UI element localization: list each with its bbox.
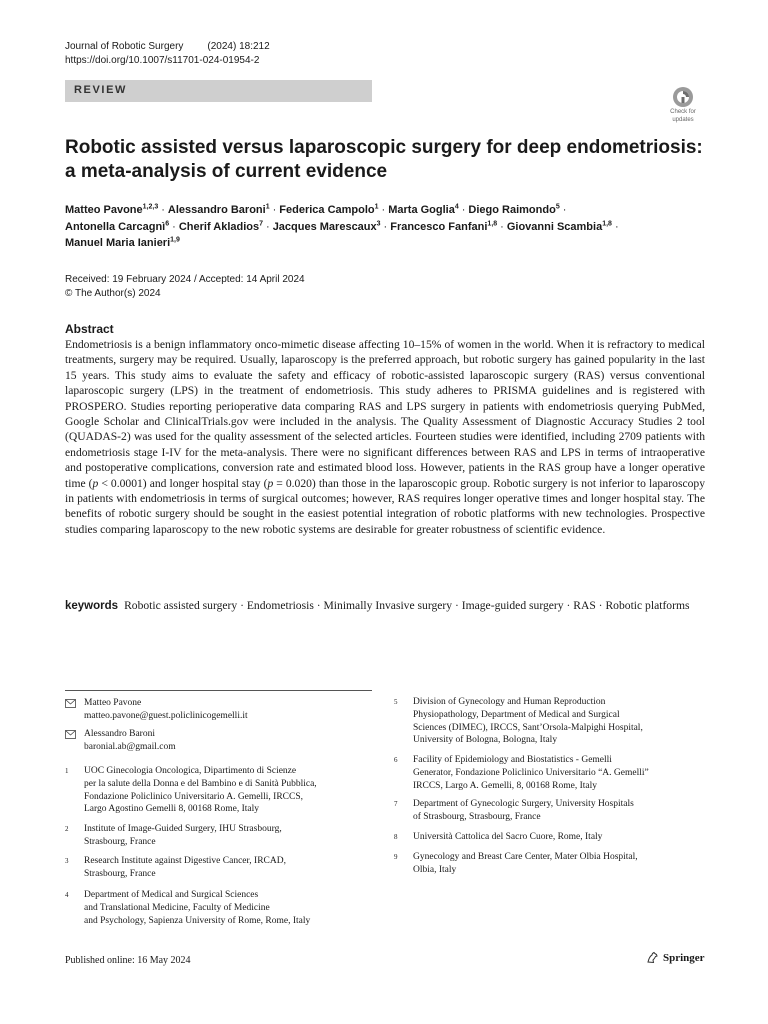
abstract-body: Endometriosis is a benign inflammatory onco-mimetic disease affecting 10–15% of women in the world. When it is refractory to medical treatments, surgery may be required. Usually, laparoscopy is the preferred approach, but robotic surgery has gained popularity in the last 15 years. This study aims to evaluate the safety and efficacy of robotic-assisted laparoscopic surgery (RAS) versus conventional laparoscopic surgery (LPS) in the treatment of endometriosis. This study adheres to PRISMA guidelines and is registered with PROSPERO. Studies reporting perioperative data comparing RAS and LPS surgery in patients with endometriosis querying PubMed, Google Scholar and ClinicalTrials.gov were included in the analysis. The Quality Assessment of Diagnostic Accuracy Studies 2 tool (QUADAS-2) was used for the quality assessment of the selected articles. Fourteen studies were identified, including 2709 patients with endometriosis stage I-IV for the meta-analysis. There were no significant differences between RAS and LPS in terms of intraoperative and postoperative complications, conversion rate and estimated blood loss. However, patients in the RAS group have a longer operative time (p < 0.0001) and longer hospital stay (p = 0.020) than those in the laparoscopic group. Robotic surgery is not inferior to laparoscopy in patients with endometriosis in terms of surgical outcomes; however, RAS requires longer operative times and longer hospital stay. The benefits of robotic surgery should be sought in the easiest potential integration of robotic platforms with new technologies. Prospective studies comparing laparoscopy to the new robotic systems are desirable for greater robustness of scientific evidence. xyxy=(65,338,705,536)
affiliation-line: Department of Medical and Surgical Sciences xyxy=(84,890,259,900)
author-name[interactable]: Antonella Carcagnì xyxy=(65,220,166,233)
author-affiliation-mark: 5 xyxy=(555,203,560,211)
journal-volume: (2024) 18:212 xyxy=(207,41,270,52)
author-separator: · xyxy=(272,204,277,216)
author-name[interactable]: Matteo Pavone xyxy=(65,204,143,216)
affiliation-line: Generator, Fondazione Policlinico Universitario “A. Gemelli” xyxy=(413,767,649,778)
affiliation-line: Division of Gynecology and Human Reproduction xyxy=(413,697,606,707)
author-separator: · xyxy=(172,220,176,233)
affiliation-line: Department of Gynecologic Surgery, University Hospitals xyxy=(413,799,634,809)
affiliation-item xyxy=(65,855,385,881)
article-title xyxy=(65,136,705,184)
author-name[interactable]: Francesco Fanfani xyxy=(390,220,488,233)
check-badge-line1: Check for xyxy=(670,109,696,115)
affiliation-line: Olbia, Italy xyxy=(413,864,457,875)
affiliation-number: 1 xyxy=(65,767,69,775)
springer-horse-icon xyxy=(646,951,659,964)
affiliation-item xyxy=(394,851,714,877)
title-line-1: Robotic assisted versus laparoscopic surgery for deep endometriosis: xyxy=(65,137,703,158)
footnote-divider xyxy=(65,690,372,691)
affiliation-line: Facility of Epidemiology and Biostatistics - Gemelli xyxy=(413,755,612,765)
keywords xyxy=(65,598,705,614)
affiliation-line: and Psychology, Sapienza University of Rome, Rome, Italy xyxy=(84,915,311,926)
author-separator: · xyxy=(266,220,270,233)
affiliation-item xyxy=(65,889,385,927)
title-line-2: a meta-analysis of current evidence xyxy=(65,161,388,182)
author-separator: · xyxy=(381,204,386,216)
author-name[interactable]: Alessandro Baroni xyxy=(167,204,266,216)
journal-header xyxy=(65,40,294,68)
affiliation-line: Fondazione Policlinico Universitario A. Gemelli, IRCCS, xyxy=(84,791,304,802)
correspondence-name: Alessandro Baroni xyxy=(84,729,155,739)
correspondence-1 xyxy=(65,697,365,723)
author-affiliation-mark: 4 xyxy=(454,203,459,211)
affiliation-line: Università Cattolica del Sacro Cuore, Rome, Italy xyxy=(413,832,603,842)
author-name[interactable]: Federica Campolo xyxy=(279,204,375,216)
affiliation-number: 8 xyxy=(394,833,398,841)
copyright-notice: © The Author(s) 2024 xyxy=(65,288,161,299)
article-type-bar xyxy=(65,80,372,102)
author-separator: · xyxy=(614,220,619,233)
affiliation-line: IRCCS, Largo A. Gemelli, 8, 00168 Rome, Italy xyxy=(413,780,598,791)
check-for-updates-badge[interactable] xyxy=(664,86,702,124)
correspondence-2 xyxy=(65,728,365,754)
author-affiliation-mark: 6 xyxy=(165,219,170,227)
affiliation-item xyxy=(394,831,714,844)
author-affiliation-mark: 3 xyxy=(376,219,381,227)
publisher-name: Springer xyxy=(663,951,705,964)
author-list xyxy=(65,202,705,252)
affiliation-line: of Strasbourg, Strasbourg, France xyxy=(413,811,541,822)
affiliation-line: and Translational Medicine, Faculty of Medicine xyxy=(84,902,270,913)
affiliation-line: Institute of Image-Guided Surgery, IHU Strasbourg, xyxy=(84,824,282,834)
affiliation-item xyxy=(65,765,385,816)
affiliation-line: UOC Ginecologia Oncologica, Dipartimento di Scienze xyxy=(84,766,297,776)
abstract-heading: Abstract xyxy=(65,322,114,336)
author-separator: · xyxy=(161,204,165,216)
author-name[interactable]: Jacques Marescaux xyxy=(272,220,377,233)
affiliation-number: 7 xyxy=(394,800,398,808)
journal-name: Journal of Robotic Surgery xyxy=(65,41,184,52)
affiliation-line: University of Bologna, Bologna, Italy xyxy=(413,735,558,746)
author-name[interactable]: Cherif Akladios xyxy=(178,220,260,233)
affiliation-line: Physiopathology, Department of Medical and Surgical xyxy=(413,709,620,720)
author-separator: · xyxy=(500,220,504,233)
affiliation-line: Research Institute against Digestive Cancer, IRCAD, xyxy=(84,856,286,866)
author-separator: · xyxy=(383,220,388,233)
affiliation-number: 4 xyxy=(65,891,69,899)
author-separator: · xyxy=(461,204,466,216)
affiliation-number: 9 xyxy=(394,853,398,861)
affiliation-item xyxy=(394,754,714,792)
affiliation-line: Strasbourg, France xyxy=(84,836,156,847)
author-name[interactable]: Manuel Maria Ianieri xyxy=(65,237,171,249)
author-affiliation-mark: 1,8 xyxy=(602,219,612,227)
check-for-updates-icon xyxy=(672,86,694,108)
correspondence-email[interactable]: matteo.pavone@guest.policlinicogemelli.it xyxy=(84,710,248,721)
envelope-icon xyxy=(65,699,76,708)
author-affiliation-mark: 1,9 xyxy=(170,236,180,244)
affiliation-item xyxy=(394,798,714,824)
author-name[interactable]: Marta Goglia xyxy=(388,204,455,216)
keywords-heading: keywords xyxy=(65,600,119,612)
correspondence-name: Matteo Pavone xyxy=(84,698,142,708)
author-separator: · xyxy=(562,204,567,216)
author-name[interactable]: Diego Raimondo xyxy=(468,204,556,216)
affiliation-line: Gynecology and Breast Care Center, Mater Olbia Hospital, xyxy=(413,852,638,862)
affiliation-line: Strasbourg, France xyxy=(84,868,156,879)
author-affiliation-mark: 1,2,3 xyxy=(142,203,159,211)
published-date: Published online: 16 May 2024 xyxy=(65,955,191,966)
affiliation-number: 2 xyxy=(65,825,69,833)
author-name[interactable]: Giovanni Scambia xyxy=(506,220,603,233)
article-type-label: REVIEW xyxy=(74,84,127,96)
affiliation-line: Largo Agostino Gemelli 8, 00168 Rome, Italy xyxy=(84,804,260,815)
author-affiliation-mark: 1 xyxy=(374,203,379,211)
article-dates xyxy=(65,273,305,301)
affiliation-item xyxy=(394,696,714,747)
correspondence-email[interactable]: baronial.ab@gmail.com xyxy=(84,741,176,752)
publisher-logo xyxy=(646,951,705,964)
affiliation-item xyxy=(65,823,385,849)
check-badge-line2: updates xyxy=(672,116,694,123)
received-accepted-dates: Received: 19 February 2024 / Accepted: 14 April 2024 xyxy=(65,274,305,285)
author-affiliation-mark: 1,8 xyxy=(487,219,498,227)
envelope-icon xyxy=(65,730,76,739)
doi-link[interactable]: https://doi.org/10.1007/s11701-024-01954-2 xyxy=(65,55,260,66)
affiliation-number: 6 xyxy=(394,756,398,764)
affiliation-number: 5 xyxy=(394,698,398,706)
author-affiliation-mark: 1 xyxy=(265,203,270,211)
affiliation-number: 3 xyxy=(65,857,69,865)
affiliation-line: per la salute della Donna e del Bambino e di Sanità Pubblica, xyxy=(84,778,317,789)
keywords-list: Robotic assisted surgery · Endometriosis · Minimally Invasive surgery · Image-guided surgery · RAS · Robotic platforms xyxy=(124,599,690,612)
author-affiliation-mark: 7 xyxy=(259,219,264,227)
affiliation-line: Sciences (DIMEC), IRCCS, Sant’Orsola-Malpighi Hospital, xyxy=(413,722,643,733)
